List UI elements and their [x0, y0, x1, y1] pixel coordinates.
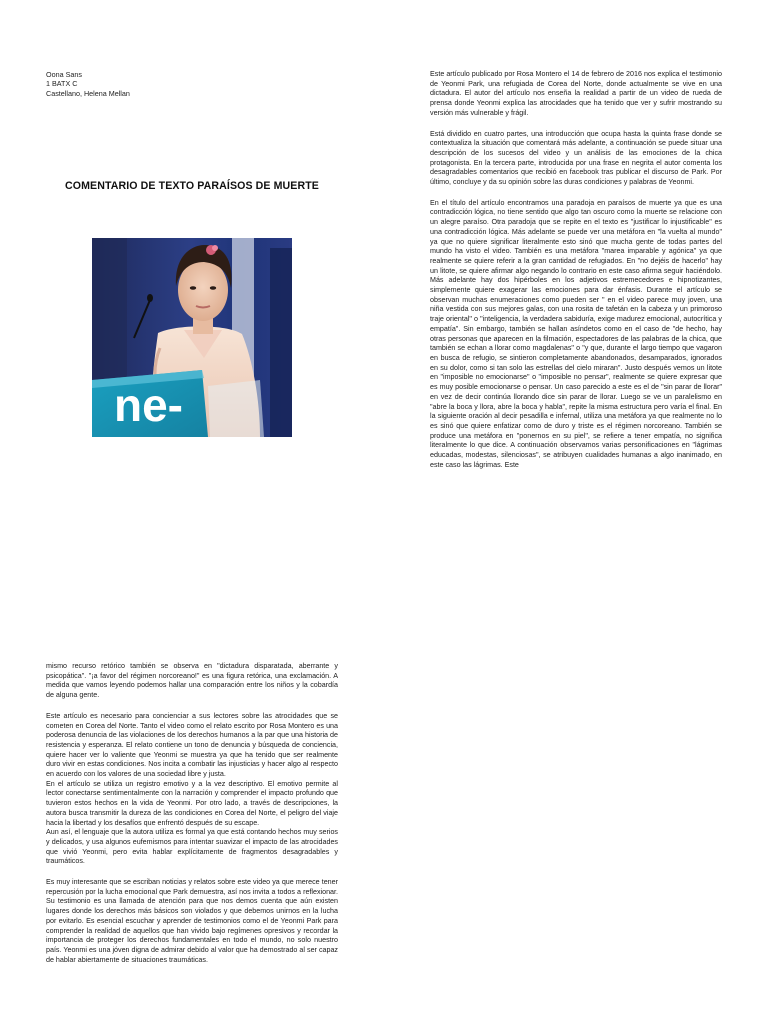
- left-column-bottom-text: [46, 662, 338, 976]
- paragraph: Está dividido en cuatro partes, una introducción que ocupa hasta la quinta frase donde se contextualiza la situación que comentará más adelante, a continuación se puede situar una descripción de los sucesos del video y un análisis de las emociones de la chica protagonista. En la tercera parte, introducida por una frase en negrita el autor comenta los desagradables comentarios que recibió en facebook tras publicar el discurso de Park. Por último, concluye y da su opinión sobre las duras condiciones y palabras de Yeonmi.: [430, 129, 722, 187]
- author-subject: Castellano, Helena Mellan: [46, 88, 130, 98]
- right-column-text: [430, 70, 722, 481]
- document-title: COMENTARIO DE TEXTO PARAÍSOS DE MUERTE: [65, 180, 319, 192]
- podium-logo-text: ne-: [114, 379, 183, 431]
- paragraph: Aun así, el lenguaje que la autora utiliza es formal ya que está contando hechos muy serios y delicados, y usa algunos eufemismos para intentar suavizar el impacto de las atrocidades que vivió Yeonmi, pero evita hablar explícitamente de fragmentos desagradables y traumáticos.: [46, 828, 338, 866]
- paragraph: Este artículo publicado por Rosa Montero el 14 de febrero de 2016 nos explica el testimonio de Yeonmi Park, una refugiada de Corea del Norte, donde actualmente se vive en una dictadura. El autor del artículo nos enseña la realidad a partir de un video de rueda de prensa donde Yeonmi explica las atrocidades que ha tenido que ver y sufrir mostrando su versión más vulnerable y frágil.: [430, 70, 722, 117]
- paragraph: mismo recurso retórico también se observa en "dictadura disparatada, aberrante y psicopática". "¡a favor del régimen norcoreano!" es una figura retórica, una exclamación. A medida que vamos leyendo podemos hallar una comparación entre los niños y la cobardía de alguna gente.: [46, 662, 338, 700]
- author-header: [46, 70, 130, 98]
- author-name: Oona Sans: [46, 70, 82, 79]
- author-class: 1 BATX C: [46, 79, 78, 89]
- paragraph: Este artículo es necesario para concienciar a sus lectores sobre las atrocidades que se cometen en Corea del Norte. Tanto el video como el relato escrito por Rosa Montero es una poderosa denuncia de las violaciones de los derechos humanos a la par que una historia de resistencia y esperanza. El relato contiene un tono de denuncia y búsqueda de conciencia, quiere hacer ver lo valiente que Yeonmi se muestra ya que ha tenido que ser realmente duro vivir en estas condiciones. Nos incita a combatir las injusticias y hacer algo al respecto en acuerdo con los valores de una sociedad libre y justa.: [46, 711, 338, 779]
- speaker-photo: [92, 238, 292, 437]
- paragraph: Es muy interesante que se escriban noticias y relatos sobre este video ya que merece tener repercusión por la lucha emocional que Park demuestra, así nos invita a todos a reflexionar. Su testimonio es una llamada de atención para que nos demos cuenta que aún existen lugares donde los derechos más básicos son violados y que debemos unirnos en la lucha por evitarlo. Es esencial escuchar y aprender de testimonios como el de Yeonmi Park para comprender la realidad de aquellos que han vivido bajo regímenes opresivos y recordar la importancia de proteger los derechos fundamentales en todo el mundo, no solo nuestro país. Yeonmi es una jóven digna de admirar debido al valor que ha demostrado al ser capaz de hablar abiertamente de situaciones traumáticas.: [46, 878, 338, 964]
- paragraph: En el artículo se utiliza un registro emotivo y a la vez descriptivo. El emotivo permite al lector conectarse sentimentalmente con la narración y comprender el impacto profundo que tuvieron estos hechos en la vida de Yeonmi. Por otro lado, a través de descripciones, la autora busca transmitir la dureza de las condiciones en Corea del Norte, el peligro del viaje hacia la libertad y los desafíos que enfrentó después de su escape.: [46, 779, 338, 827]
- paragraph: En el título del artículo encontramos una paradoja en paraísos de muerte ya que es una contradicción lógica, no tiene sentido que algo tan oscuro como la muerte se relacione con un alegre paraíso. Otra paradoja que se repite en el texto es "justificar lo injustificable" es una contradicción lógica. Más adelante se puede ver una metáfora en "la vuelta al mundo" ya que no quiere significar literalmente esto sinó que mucha gente de todas partes del mundo ha visto el video. También es una metáfora "marea imparable y agónica" ya que realmente se quiere referir a la gran cantidad de refugiados. En "no dejéis de hacerlo" hay un litote, se quiere afirmar algo negando lo contrario en este caso afirma seguir haciéndolo. Más adelante hay dos hipérboles en los adjetivos estremecedores e hipnotizantes, simplemente quiere exagerar las emociones para dar énfasis. Durante el artículo se observan muchas enumeraciones como pueden ser " en el video parece muy joven, una niña vestida con sus mejores galas, con una rosita de tafetán en la cabeza y un primoroso traje oriental" o "inteligencia, la verdadera sabiduría, exige madurez emocional, autocrítica y empatía". Sin embargo, también se hallan asíndetos como en el caso de "de hecho, hay otras personas que aparecen en la filmación, espectadores de las palabras de la chica, que también se echan a llorar como magdalenas" o "y que, durante el largo tiempo que vagaron en busca de refugio, se sintieron completamente abandonados, desamparados, ignorados en su dolor, como si tan solo las estrellas del cielo miraran". Justo después vemos un litote en "imposible no emocionarse" o "imposible no pensar", realmente se quiere expresar que es muy posible emocionarse o pensar. Un caso parecido a este es el de "sin parar de llorar" en vez de decir continúa llorando dice sin parar de llorar. Luego se ve un paralelismo en "abre la boca y llora, abre la boca y habla", repite la misma estructura pero varía el final. En la siguiente oración al decir pesadilla e infernal, utiliza una metáfora ya que realmente no lo es sinó que quiere enfatizar como de duro y triste es el régimen norcoreano. También se produce una metáfora en "ponernos en su piel", se refiere a tener empatía, no significa literalmente lo que dice. A continuación observamos varias personificaciones en "lágrimas educadas, modestas, silenciosas", se atribuyen cualidades humanas a algo inanimado, en este caso las lágrimas. Este: [430, 198, 722, 469]
